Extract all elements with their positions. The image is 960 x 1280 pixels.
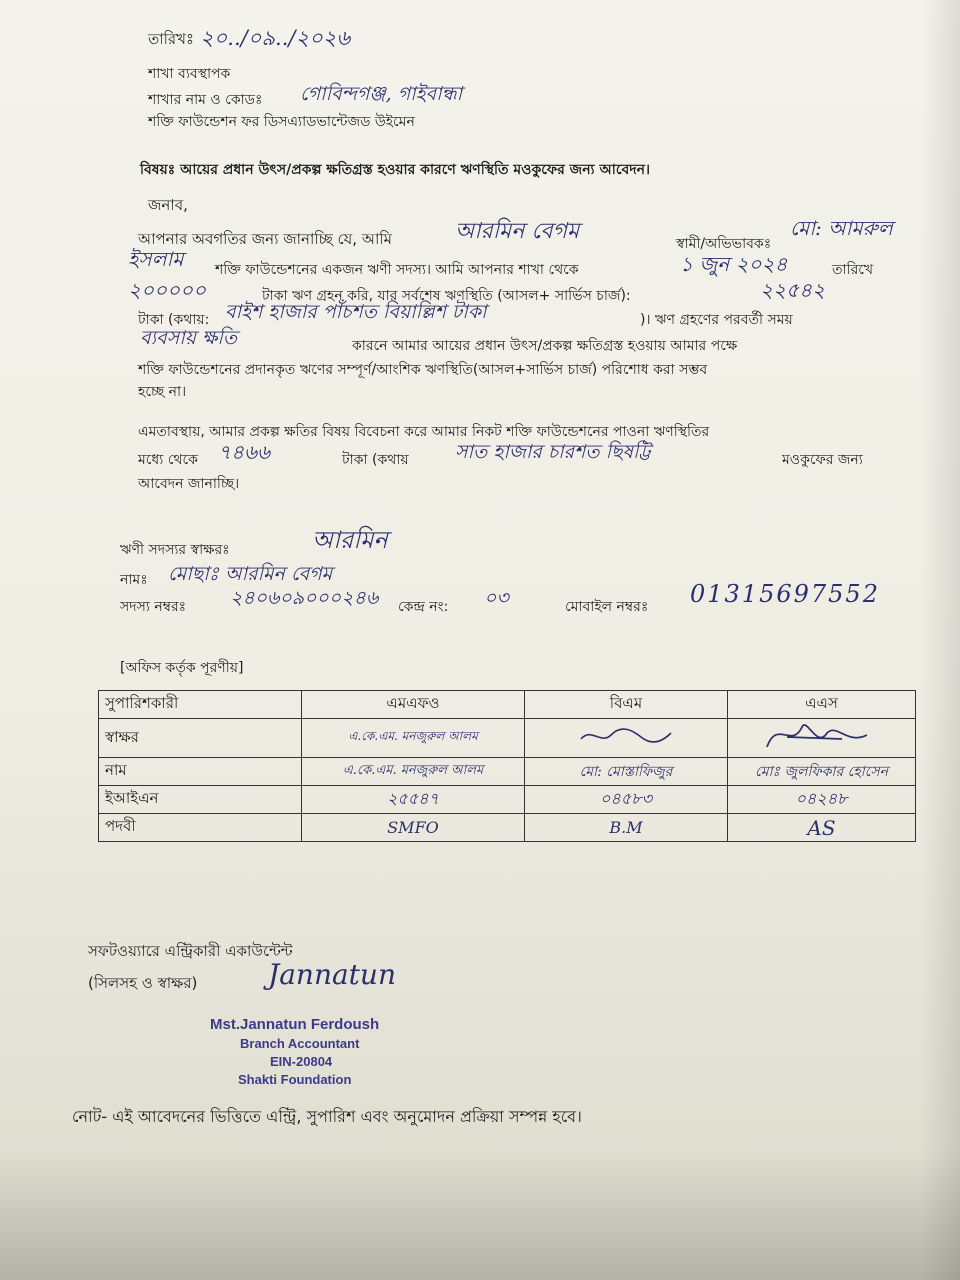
center-value: ০৩ — [484, 587, 509, 609]
table-row — [99, 814, 916, 842]
para2-intro: এমতাবস্থায়, আমার প্রকল্প ক্ষতির বিষয় বিবেচনা করে আমার নিকট শক্তি ফাউন্ডেশনের পাওনা ঋণস্থিতির — [138, 424, 710, 440]
para1-intro: আপনার অবগতির জন্য জানাচ্ছি যে, আমি — [138, 230, 392, 248]
row-label-designation: পদবী — [99, 814, 302, 842]
column-header-bm: বিএম — [525, 691, 728, 719]
damage-reason: ব্যবসায় ক্ষতি — [140, 327, 238, 349]
branch-label: শাখার নাম ও কোডঃ — [148, 92, 263, 108]
member-signature-label: ঋণী সদস্যর স্বাক্ষরঃ — [120, 542, 230, 558]
row-label-signature: স্বাক্ষর — [99, 719, 302, 758]
member-name-value: মোছাঃ আরমিন বেগম — [168, 563, 333, 585]
office-use-caption: [অফিস কর্তৃক পূরণীয়] — [120, 660, 244, 676]
branch-value: গোবিন্দগঞ্জ, গাইবান্ধা — [300, 83, 463, 105]
table-row — [99, 786, 916, 814]
column-header-recommender: সুপারিশকারী — [99, 691, 302, 719]
member-name-label: নামঃ — [120, 572, 148, 588]
table-row — [99, 719, 916, 758]
date-value: ২০../০৯../২০২৬ — [200, 26, 351, 50]
bm-ein: ০৪৫৮৩ — [525, 786, 728, 814]
row-label-ein: ইআইএন — [99, 786, 302, 814]
office-approval-table — [98, 690, 916, 842]
row-label-name: নাম — [99, 758, 302, 786]
mfo-name: এ.কে.এম. মনজুরুল আলম — [302, 758, 525, 786]
table-header-row — [99, 691, 916, 719]
bm-name: মো: মোস্তাফিজুর — [525, 758, 728, 786]
as-designation: AS — [728, 814, 916, 842]
as-ein: ০৪২৪৮ — [728, 786, 916, 814]
para2-end: আবেদন জানাচ্ছি। — [138, 476, 240, 492]
loan-amount: ২০০০০০ — [128, 278, 207, 302]
column-header-mfo: এমএফও — [302, 691, 525, 719]
para1-date-suffix: তারিখে — [832, 262, 874, 278]
stamp-ein: EIN-20804 — [270, 1054, 333, 1069]
para2-request: মওকুফের জন্য — [782, 452, 863, 468]
mfo-signature: এ.কে.এম. মনজুরুল আলম — [302, 719, 525, 758]
waive-in-words: সাত হাজার চারশত ছিষট্টি — [455, 441, 651, 463]
as-signature — [728, 719, 916, 758]
subject-line: বিষয়ঃ আয়ের প্রধান উৎস/প্রকল্প ক্ষতিগ্রস্ত হওয়ার কারণে ঋণস্থিতি মওকুফের জন্য আবেদন। — [140, 162, 650, 178]
stamp-name: Mst.Jannatun Ferdoush — [210, 1016, 380, 1033]
para2-words-label: টাকা (কথায় — [342, 452, 409, 468]
bm-signature-scribble — [571, 725, 681, 747]
para1-balance-text: টাকা ঋণ গ্রহন করি, যার সর্বশেষ ঋণস্থিতি (আসল+ সার্ভিস চার্জ): — [262, 288, 631, 304]
loan-date: ১ জুন ২০২৪ — [680, 252, 788, 276]
center-label: কেন্দ্র নং: — [398, 599, 449, 615]
para1-reason-text: কারনে আমার আয়ের প্রধান উৎস/প্রকল্প ক্ষতিগ্রস্ত হওয়ায় আমার পক্ষে — [352, 338, 738, 354]
mfo-designation: SMFO — [302, 814, 525, 842]
footer-note: নোট- এই আবেদনের ভিত্তিতে এন্ট্রি, সুপারিশ এবং অনুমোদন প্রক্রিয়া সম্পন্ন হবে। — [72, 1107, 582, 1126]
bm-signature — [525, 719, 728, 758]
page-edge-shadow — [920, 0, 960, 1280]
waive-amount: ৭৪৬৬ — [218, 440, 270, 464]
accountant-title: সফটওয়্যারে এন্ট্রিকারী একাউন্টেন্ট — [88, 942, 293, 960]
member-signature: আরমিন — [312, 526, 388, 554]
mobile-label: মোবাইল নম্বরঃ — [565, 599, 649, 615]
guardian-value: মো: আমরুল — [790, 216, 893, 240]
as-signature-scribble — [747, 719, 897, 753]
para1-repayment-text: শক্তি ফাউন্ডেশনের প্রদানকৃত ঋণের সম্পূর্ণ/আংশিক ঋণস্থিতি(আসল+সার্ভিস চার্জ) পরিশোধ করা সম্ভব — [138, 362, 708, 378]
accountant-seal-note: (সিলসহ ও স্বাক্ষর) — [88, 974, 198, 992]
table-row — [99, 758, 916, 786]
bottom-shadow — [0, 1150, 960, 1280]
para1-membership: শক্তি ফাউন্ডেশনের একজন ঋণী সদস্য। আমি আপনার শাখা থেকে — [215, 262, 579, 278]
date-label: তারিখঃ — [148, 30, 194, 48]
balance-amount: ২২৫৪২ — [760, 278, 825, 302]
as-name: মোঃ জুলফিকার হোসেন — [728, 758, 916, 786]
recipient-title: শাখা ব্যবস্থাপক — [148, 66, 231, 82]
para1-after-words: )। ঋণ গ্রহণের পরবর্তী সময় — [640, 312, 793, 328]
member-number-value: ২৪০৬০৯০০০২৪৬ — [230, 587, 379, 609]
bm-designation: B.M — [525, 814, 728, 842]
para1-end: হচ্ছে না। — [138, 384, 187, 400]
member-number-label: সদস্য নম্বরঃ — [120, 599, 187, 615]
column-header-as: এএস — [728, 691, 916, 719]
guardian-label: স্বামী/অভিভাবকঃ — [676, 236, 772, 252]
salutation: জনাব, — [148, 196, 188, 214]
mobile-value: 01315697552 — [690, 580, 880, 608]
organization-name: শক্তি ফাউন্ডেশন ফর ডিসএ্যাডভান্টেজড উইমেন — [148, 114, 415, 130]
applicant-name: আরমিন বেগম — [455, 219, 580, 244]
balance-in-words: বাইশ হাজার পাঁচশত বিয়াল্লিশ টাকা — [225, 301, 487, 323]
accountant-signature: Jannatun — [268, 958, 396, 991]
stamp-title: Branch Accountant — [240, 1036, 360, 1051]
para2-from: মধ্যে থেকে — [138, 452, 198, 468]
mfo-ein: ২৫৫৪৭ — [302, 786, 525, 814]
para1-words-label: টাকা (কথায়: — [138, 312, 210, 328]
stamp-organization: Shakti Foundation — [238, 1072, 352, 1087]
guardian-value-continued: ইসলাম — [128, 247, 184, 271]
